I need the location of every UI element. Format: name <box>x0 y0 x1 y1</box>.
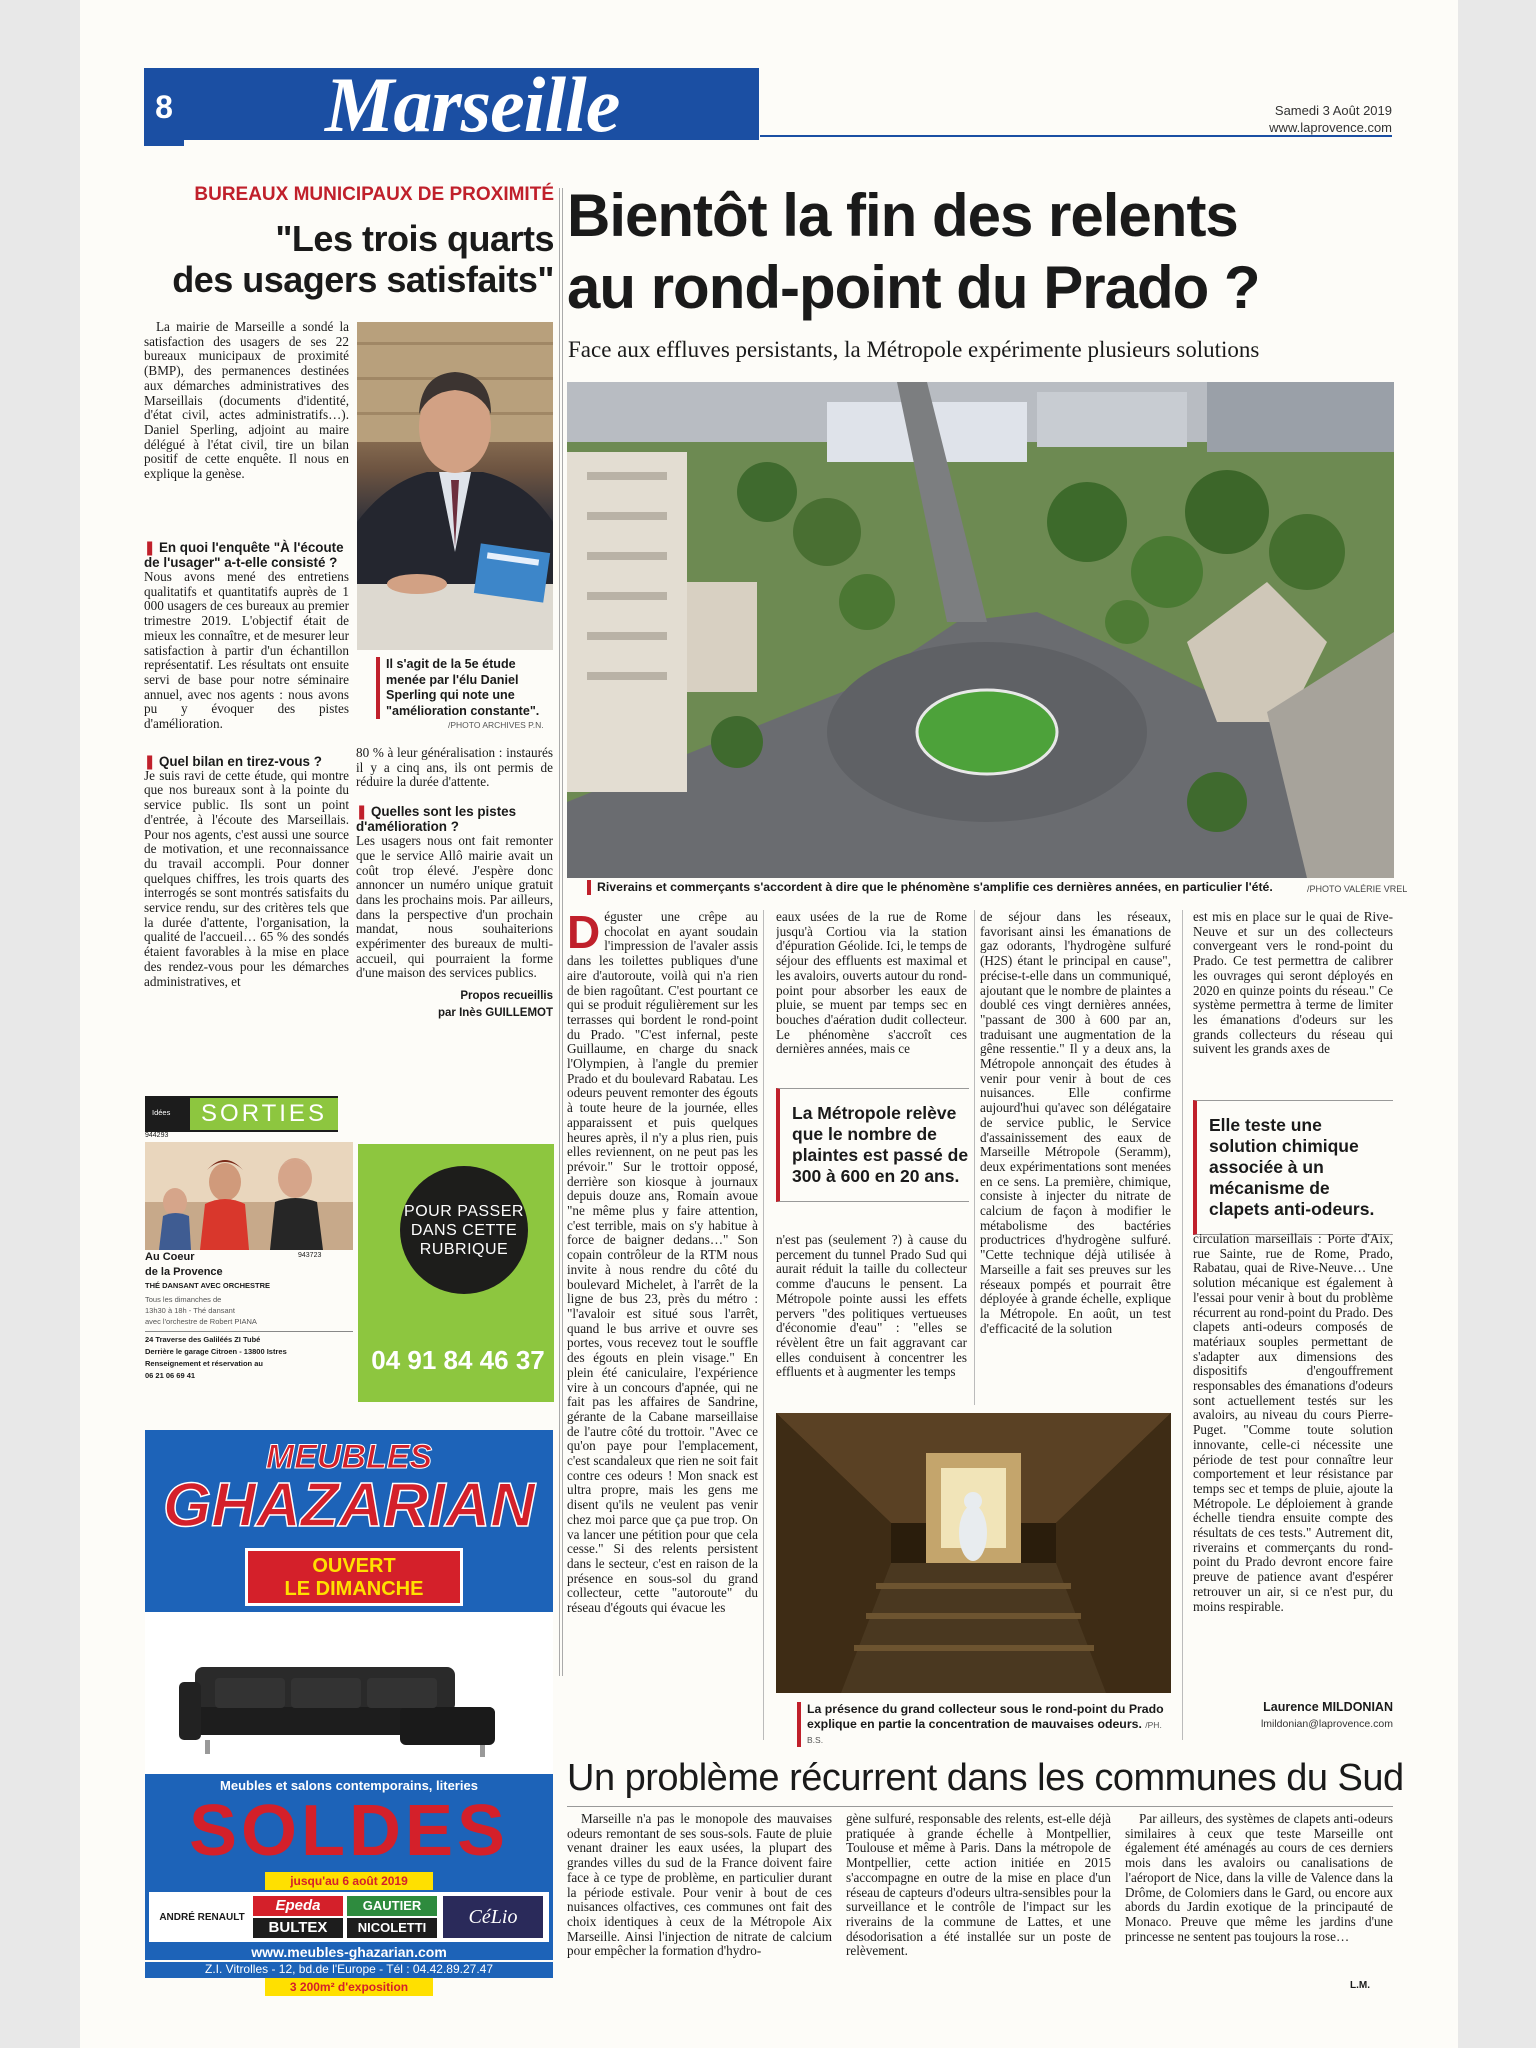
ad-soldes: SOLDES <box>188 1791 510 1871</box>
sidebar-qa-col2 <box>356 746 553 1022</box>
main-headline <box>567 180 1397 324</box>
dancing-couple-photo <box>145 1142 353 1250</box>
page-number: 8 <box>144 68 184 146</box>
photo-credit: /PHOTO ARCHIVES P.N. <box>448 720 544 730</box>
body-column-4b: circulation marseillais : Porte d'Aix, rue Sainte, rue de Rome, Prado, Rabatau, quai de Rive-Neuve… Une solution mécanique est également à l'essai pour venir à bout du problème récurrent au rond-point du Prado. Des clapets anti-odeurs composés de matériaux souples permettant de s'adapter aux dimensions des dispositifs d'engouffrement responsables des émanations d'odeurs sont actuellement testés sur les avaloirs, au niveau du cours Pierre-Puget. "Comme toute solution innovante, celle-ci nécessite une période de test pour connaître leur comportement et leur résistance par temps sec et temps de pluie, ajoute la Métropole. Le déploiement à grande échelle tiendra ensuite compte des résultats de ces tests." Autrement dit, riverains et commerçants du rond-point du Prado devront encore faire preuve de patience avant d'espérer retrouver un air, si ce n'est pur, du moins respirable. <box>1193 1232 1393 1614</box>
pull-quote-2: Elle teste une solution chimique associée à un mécanisme de clapets anti-odeurs. <box>1193 1100 1393 1235</box>
brand-bultex: BULTEX <box>253 1918 343 1938</box>
author-name: Laurence MILDONIAN <box>1263 1700 1393 1714</box>
venue-info: Renseignement et réservation au <box>145 1359 263 1368</box>
venue-subtitle: THÉ DANSANT AVEC ORCHESTRE <box>145 1281 271 1290</box>
section-rule <box>567 1806 1393 1807</box>
venue-phone: 06 21 06 69 41 <box>145 1371 196 1380</box>
sidebar-photo-caption <box>376 657 554 719</box>
question-text: Quel bilan en tirez-vous ? <box>158 753 322 769</box>
standfirst: Face aux effluves persistants, la Métropole expérimente plusieurs solutions <box>568 337 1260 362</box>
promo-phone[interactable]: 04 91 84 46 37 <box>371 1345 545 1375</box>
column-divider <box>559 188 560 1676</box>
ad-code: 943723 <box>298 1252 322 1259</box>
author-email[interactable]: lmildonian@laprovence.com <box>1260 1718 1393 1730</box>
headline-line1: Bientôt la fin des relents <box>567 182 1238 249</box>
furniture-ad[interactable] <box>145 1430 553 1956</box>
brand-epeda: Epeda <box>253 1896 343 1916</box>
question-3 <box>356 804 553 834</box>
body-column-2b: n'est pas (seulement ?) à cause du percement du tunnel Prado Sud qui aurait réduit la taille du collecteur comme d'aucuns le pensent. La Métropole pointe aussi les effets pervers "des politiques vertueuses d'économie d'eau" : "elles se révèlent être un fait aggravant car elles conduisent à concentrer les effluents et à augmenter les temps <box>776 1233 967 1380</box>
dancers-illustration <box>145 1142 353 1250</box>
secondary-headline: Un problème récurrent dans les communes du Sud <box>567 1757 1404 1799</box>
ad-tagline: Meubles et salons contemporains, literies <box>220 1778 478 1793</box>
signature-line2: par Inès GUILLEMOT <box>437 1007 553 1020</box>
portrait-illustration <box>357 322 553 650</box>
pull-quote-1: La Métropole relève que le nombre de plaintes est passé de 300 à 600 en 20 ans. <box>776 1088 969 1202</box>
column-divider <box>1182 910 1183 1740</box>
question-text: En quoi l'enquête "À l'écoute de l'usager" a-t-elle consisté ? <box>144 540 344 570</box>
secondary-column-1: Marseille n'a pas le monopole des mauvaises odeurs remontant de ses sous-sols. Faute de pluie venant drainer les eaux usées, la plupart des grandes villes du sud de la France doivent faire face à ce type de problème, en particulier durant la période estivale. Pour venir à bout de ces nuisances olfactives, ces communes ont fait des choix identiques à ceux de la Métropole Aix Marseille. Ainsi l'injection de nitrate de calcium pour empêcher la formation d'hydro- <box>567 1811 832 1959</box>
column-divider <box>974 910 975 1405</box>
ad-address: Z.I. Vitrolles - 12, bd.de l'Europe - Tél : 04.42.89.27.47 <box>145 1962 553 1978</box>
body-column-4a: est mis en place sur le quai de Rive-Neuve et sur un des collecteurs convergeant vers le rond-point du Prado. Ce test permettra de calibrer les ouvrages qui seront déployés en 2020 en quinze points du réseau." Ce système permettra à terme de limiter les émanations d'odeurs sur les grands collecteurs du réseau qui suivent les grands axes de <box>1193 910 1393 1057</box>
sorties-idees-label: Idées <box>152 1108 171 1117</box>
answer-3: Les usagers nous ont fait remonter que le service Allô mairie avait un coût trop élevé. J'espère donc annoncer un numéro unique gratuit dans les prochains mois. Par ailleurs, dans la perspective d'un prochain mandat, nous souhaiterions expérimenter des bureaux de multi-accueil, qui pourraient la forme d'une maison des services publics. <box>356 833 553 981</box>
secondary-column-3: Par ailleurs, des systèmes de clapets anti-odeurs similaires à ceux que teste Marseille ont également été aménagés au cours de ces derniers mois dans les avaloirs ou canalisations de l'aéroport de Nice, dans la ville de Valence dans la Drôme, de Colomiers dans le Gard, ou encore aux abords du Jardin exotique de la principauté de Monaco. Preuve que même les jardins d'une princesse ne sentent pas toujours la rose… <box>1125 1811 1393 1944</box>
venue-schedule-2: 13h30 à 18h - Thé dansant <box>145 1306 235 1315</box>
drop-cap: D <box>567 910 601 958</box>
signature-line1: Propos recueillis <box>460 990 553 1003</box>
sidebar-title-line1: "Les trois quarts <box>275 218 554 259</box>
ad-open-sunday <box>245 1548 463 1606</box>
promo-bubble: POUR PASSER DANS CETTE RUBRIQUE <box>400 1166 528 1294</box>
aerial-illustration <box>567 382 1394 878</box>
site-link[interactable]: www.laprovence.com <box>1269 120 1392 135</box>
main-photo-caption: Riverains et commerçants s'accordent à dire que le phénomène s'amplifie ces dernières années, en particulier l'été. <box>587 880 1357 895</box>
venue-name-2: de la Provence <box>145 1266 223 1278</box>
question-2 <box>144 754 349 769</box>
venue-schedule-1: Tous les dimanches de <box>145 1295 222 1304</box>
sidebar-kicker: BUREAUX MUNICIPAUX DE PROXIMITÉ <box>194 184 554 205</box>
caption-text: La présence du grand collecteur sous le rond-point du Prado explique en partie la concentration de mauvaises odeurs. <box>807 1702 1164 1731</box>
venue-address-2: Derrière le garage Citroen - 13800 Istres <box>145 1347 287 1356</box>
ad-code: 944293 <box>145 1132 169 1139</box>
sewer-tunnel-photo <box>776 1413 1171 1693</box>
ad-brand-name: GHAZARIAN <box>163 1471 535 1540</box>
caption-text: Il s'agit de la 5e étude menée par l'élu Daniel Sperling qui note une "amélioration constante". <box>386 657 540 718</box>
open-line1: OUVERT <box>312 1555 396 1577</box>
ad-brands <box>149 1892 549 1942</box>
bullet-marker: ❚ <box>144 540 159 555</box>
sofa-illustration <box>145 1612 553 1774</box>
issue-date: Samedi 3 Août 2019 <box>1274 103 1392 118</box>
secondary-column-2: gène sulfuré, responsable des relents, est-elle déjà pratiquée à grande échelle à Montpellier, Toulouse et même à Paris. Dans la métropole de Montpellier, cette action initiée en 2015 s'accompagne en outre de la mise en place d'un réseau de capteurs d'odeurs ultra-sensibles pour la surveillance et le contrôle de l'impact sur les riverains de la commune de Lattes, et une désodorisation a été installée sur un poste de relèvement. <box>846 1811 1111 1959</box>
body-text: éguster une crêpe au chocolat en ayant soudain l'impression de l'avaler assis dans les toilettes publiques d'une aire d'autoroute, voilà qui n'a rien de bien ragoûtant. C'est pourtant ce qui se produit régulièrement sur les terrasses qui bordent le rond-point du Prado. "C'est infernal, peste Guillaume, en charge du snack l'Olympien, à l'angle du premier Prado et du boulevard Rabatau. Les odeurs peuvent remonter des égouts à toute heure de la journée, elles apparaissent et puis quelques heures après, il n'y a plus rien, puis elles reviennent, on ne peut pas les prévoir." Sur le trottoir opposé, derrière son kiosque à journaux depuis douze ans, Romain avoue "ne même plus y faire attention, c'est terrible, mais on s'y habitue à force de baigner dedans…" Son copain contrôleur de la RTM nous invite à nous rendre du côté du boulevard Michelet, à l'arrêt de la ligne de bus 23, près du métro : "l'avaloir est situé sous l'arrêt, quand le bus arrive et ouvre ses portes, vous recevez tout le souffle des égouts en plein visage." En plein été caniculaire, l'expérience vire à un concours d'apnée, qui ne fait pas les affaires de Sandrine, gérante de la Cabane marseillaise de l'autre côté du trottoir. "Avec ce qu'on paye pour l'emplacement, c'est scandaleux que rien ne soit fait contre ces odeurs ! Mon snack est ultra propre, mais les gens me disent qu'ils ne veulent pas venir chez moi parce que ça pue trop. On va lancer une pétition pour que cela cesse." Si des relents persistent dans le secteur, c'est en raison de la présence en sous-sol du grand collecteur, cette "autoroute" du réseau d'égouts qui évacue les <box>567 910 758 1616</box>
body-column-2a: eaux usées de la rue de Rome jusqu'à Cortiou via la station d'épuration Géolide. Ici, le temps de séjour des effluents est maximal et les avaloirs, ouverts autour du rond-point pour absorber les eaux de pluie, se muent par temps sec en bouches d'aération dudit collecteur. Le phénomène s'accroît ces dernières années, mais ce <box>776 910 967 1057</box>
ad-website[interactable]: www.meubles-ghazarian.com <box>145 1944 553 1960</box>
brand-andre-renault: ANDRÉ RENAULT <box>159 1912 245 1923</box>
sidebar-qa-col1 <box>144 532 349 989</box>
interview-signature <box>356 988 553 1022</box>
column-divider <box>562 188 563 1676</box>
column-divider <box>763 910 764 1740</box>
bullet-marker: ❚ <box>144 753 159 769</box>
venue-address-1: 24 Traverse des Galiléés ZI Tubé <box>145 1331 353 1346</box>
question-text: Quelles sont les pistes d'amélioration ? <box>356 804 517 835</box>
venue-schedule-3: avec l'orchestre de Robert PIANA <box>145 1317 257 1326</box>
elected-official-photo <box>357 322 553 650</box>
ad-exposition: 3 200m² d'exposition <box>265 1978 433 1996</box>
headline-line2: au rond-point du Prado ? <box>567 254 1260 321</box>
secondary-signature: L.M. <box>1350 1980 1370 1991</box>
sorties-listing <box>145 1250 353 1382</box>
brand-nicoletti: NICOLETTI <box>347 1918 437 1938</box>
main-photo-credit: /PHOTO VALÉRIE VREL <box>1307 884 1408 894</box>
bullet-marker: ❚ <box>356 804 371 820</box>
tunnel-photo-caption <box>797 1702 1177 1747</box>
sidebar-title <box>144 218 554 300</box>
venue-name-1: Au Coeur <box>145 1251 195 1263</box>
sorties-title: SORTIES <box>190 1098 338 1130</box>
body-column-1 <box>567 910 758 1740</box>
answer-2-continued: 80 % à leur généralisation : instaurés il y a cinq ans, ils ont permis de réduire la durée d'attente. <box>356 745 553 790</box>
answer-2: Je suis ravi de cette étude, qui montre que nos bureaux sont à la pointe du service public. Ils sont un point d'entrée, à l'écoute des Marseillais. Pour nos agents, c'est aussi une source de motivation, et une reconnaissance du travail accompli. Pour donner quelques chiffres, les trois quarts des interrogés se sont montrés satisfaits du service rendu, sur des critères tels que la durée d'attente, l'organisation, la qualité de l'accueil… 65 % des sondés étaient favorables à la mise en place des rendez-vous pour les démarches administratives, et <box>144 767 349 989</box>
sofa-photo <box>145 1612 553 1774</box>
open-line2: LE DIMANCHE <box>284 1578 424 1600</box>
sidebar-intro: La mairie de Marseille a sondé la satisfaction des usagers de ses 22 bureaux municipaux de proximité (BMP), des permanences destinées aux démarches administratives des Marseillais (documents d'identité, d'état civil, actes administratifs…). Daniel Sperling, adjoint au maire délégué à l'état civil, tire un bilan positif de cette enquête. Il nous en explique la genèse. <box>144 319 349 482</box>
roundabout-aerial-photo <box>567 382 1394 878</box>
brand-gautier: GAUTIER <box>347 1896 437 1916</box>
tunnel-illustration <box>776 1413 1171 1693</box>
brand-celio: CéLio <box>443 1896 543 1938</box>
answer-1: Nous avons mené des entretiens qualitatifs et quantitatifs auprès de 1 000 usagers de ces bureaux au premier trimestre 2019. L'objectif était de mieux les connaître, et de mesurer leur satisfaction à partir d'un échantillon représentatif. Les résultats ont ensuite servi de base pour notre séminaire annuel, avec nos agents : nous avons pu y évoquer des pistes d'amélioration. <box>144 569 349 732</box>
author-block <box>1193 1700 1393 1730</box>
body-column-3: de séjour dans les réseaux, favorisant ainsi les émanations de gaz odorants, l'hydrogène sulfuré (H2S) étant le principal en cause", précise-t-elle dans un communiqué, ajoutant que le nombre de plaintes a doublé ces vingt dernières années, "passant de 300 à 600 par an, traduisant une augmentation de la gêne ressentie." Il y a deux ans, la Métropole annonçait des études à venir pour venir à bout de ces nuisances. Elle confirme aujourd'hui qu'avec son délégataire de service public, le Service d'assainissement des eaux de Marseille Métropole (Seramm), deux expérimentations sont menées en ce sens. La première, chimique, consiste à injecter du nitrate de calcium de façon à modifier le métabolisme des bactéries productrices d'hydrogène sulfuré. "Cette technique déjà utilisée à Marseille a fait ses preuves sur les réseaux pompés et pourrait être déployée à grande échelle, explique la Métropole. En août, un test d'efficacité de la solution <box>980 910 1171 1336</box>
question-1 <box>144 540 349 570</box>
section-title: Marseille <box>325 61 620 148</box>
header-date <box>1269 102 1392 136</box>
newspaper-page <box>80 0 1458 2048</box>
photo-credit: /PH. B.S. <box>807 1720 1162 1745</box>
ad-until: jusqu'au 6 août 2019 <box>265 1872 433 1890</box>
ad-brand-top: MEUBLES <box>265 1438 433 1476</box>
sidebar-title-line2: des usagers satisfaits" <box>172 259 554 300</box>
